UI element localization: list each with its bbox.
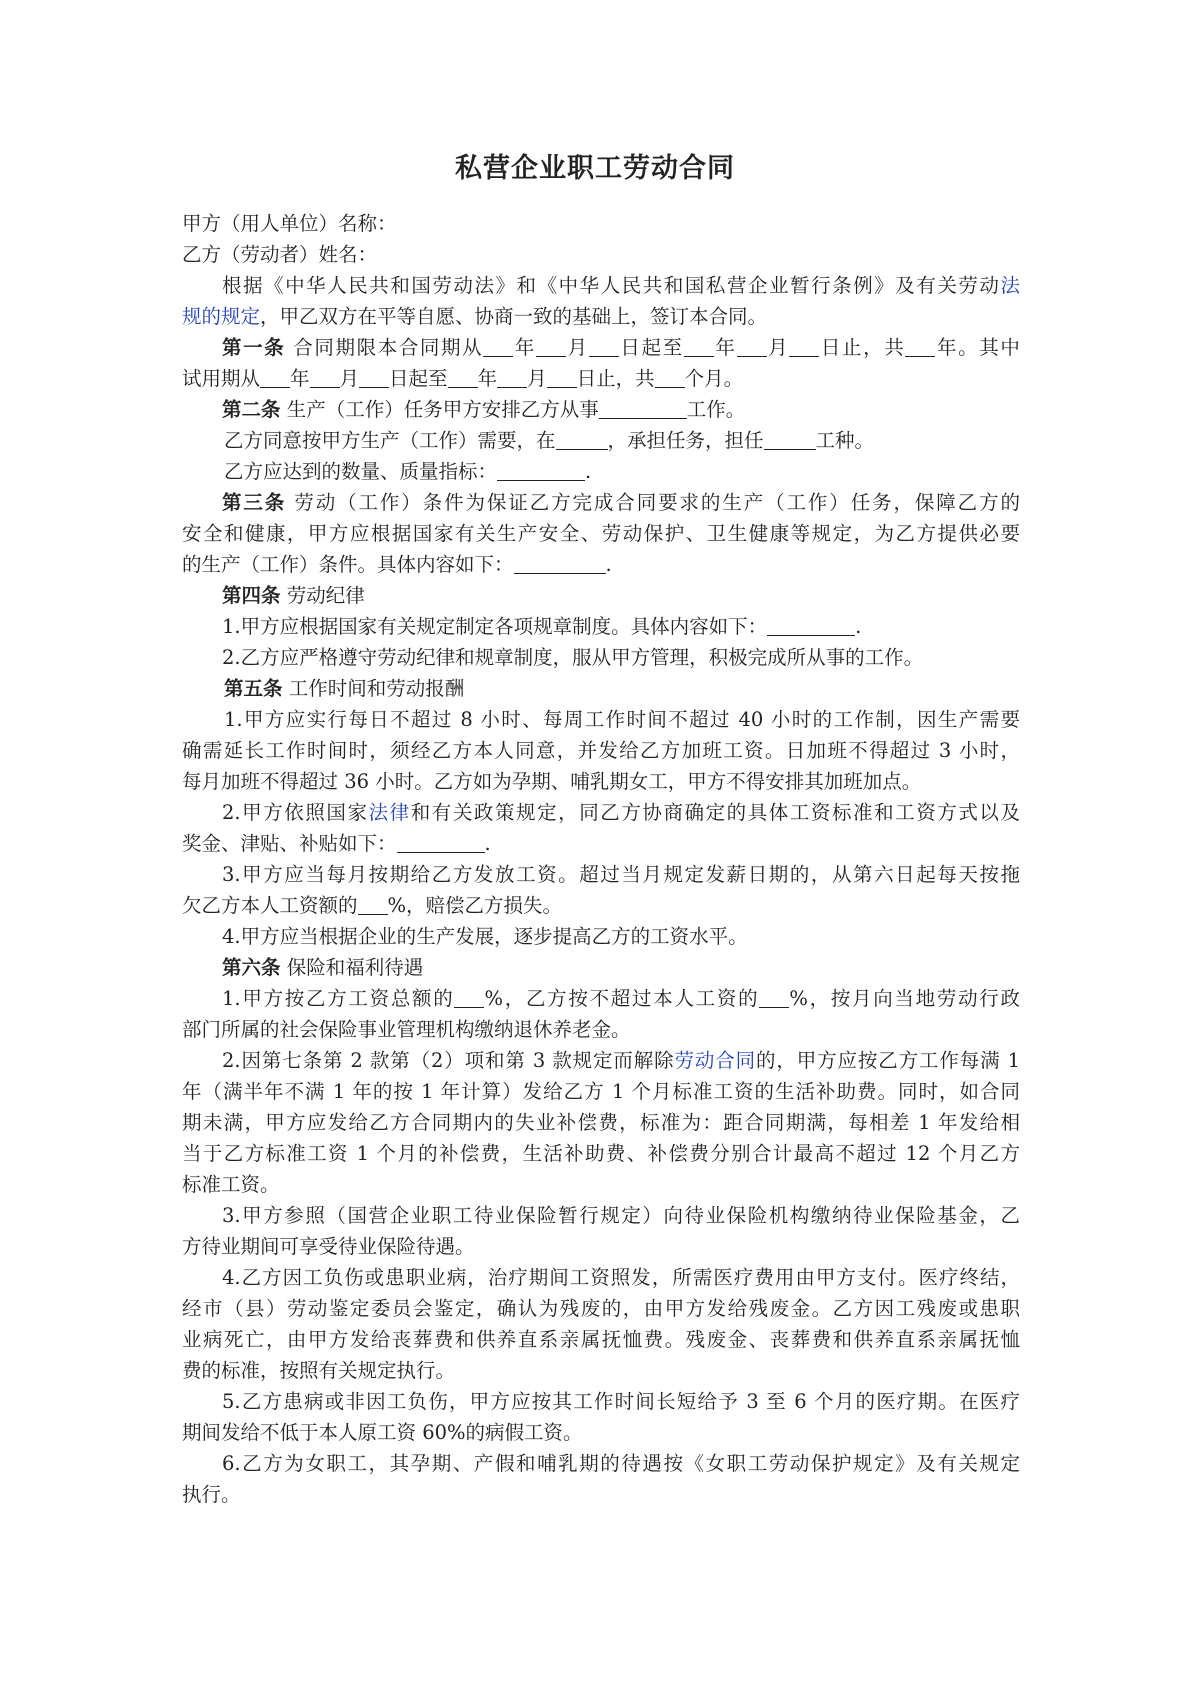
blank-field[interactable] (358, 892, 388, 915)
article-5-item-3-line-2: 欠乙方本人工资额的 %，赔偿乙方损失。 (182, 894, 563, 917)
article-4-heading: 第四条 劳动纪律 (222, 584, 365, 607)
intro-line-2: 规的规定，甲乙双方在平等自愿、协商一致的基础上，签订本合同。 (182, 305, 768, 328)
blank-field[interactable] (514, 551, 606, 574)
article-5-heading: 第五条 工作时间和劳动报酬 (224, 677, 465, 700)
article-6-item-3-line-1: 3.甲方参照（国营企业职工待业保险暂行规定）向待业保险机构缴纳待业保险基金，乙 (222, 1204, 1020, 1227)
article-6-item-2-line-1: 2.因第七条第 2 款第（2）项和第 3 款规定而解除劳动合同的，甲方应按乙方工作每满 1 (222, 1049, 1020, 1072)
article-6-label: 第六条 (222, 956, 281, 979)
party-b-line: 乙方（劳动者）姓名： (182, 243, 378, 266)
blank-field[interactable] (556, 427, 608, 450)
blank-field[interactable] (497, 365, 527, 388)
article-6-item-2-line-3: 期未满，甲方应发给乙方合同期内的失业补偿费，标准为：距合同期满，每相差 1 年发给相 (182, 1111, 1020, 1134)
article-4-item-1: 1.甲方应根据国家有关规定制定各项规章制度。具体内容如下： . (222, 615, 862, 638)
intro-line-1: 根据《中华人民共和国劳动法》和《中华人民共和国私营企业暂行条例》及有关劳动法 (222, 274, 1020, 297)
article-6-item-6-line-2: 执行。 (182, 1483, 241, 1506)
article-5-item-1-line-2: 确需延长工作时间时，须经乙方本人同意，并发给乙方加班工资。日加班不得超过 3 小时， (182, 739, 1020, 762)
blank-field[interactable] (359, 365, 389, 388)
article-5-item-2-line-2: 奖金、津贴、补贴如下： . (182, 832, 491, 855)
blank-field[interactable] (789, 334, 819, 357)
contract-body (182, 208, 1020, 1510)
blank-field[interactable] (448, 365, 478, 388)
article-6-item-2-line-2: 年（满半年不满 1 年的按 1 年计算）发给乙方 1 个月标准工资的生活补助费。同时，如合同 (182, 1080, 1020, 1103)
article-6-item-4-line-4: 费的标准，按照有关规定执行。 (182, 1359, 456, 1382)
page-title: 私营企业职工劳动合同 (455, 153, 735, 184)
article-5-item-1-line-1: 1.甲方应实行每日不超过 8 小时、每周工作时间不超过 40 小时的工作制，因生产需要 (224, 708, 1020, 731)
article-3-line-2: 安全和健康，甲方应根据国家有关生产安全、劳动保护、卫生健康等规定，为乙方提供必要 (182, 522, 1020, 545)
article-6-item-1-line-1: 1.甲方按乙方工资总额的 %，乙方按不超过本人工资的 %，按月向当地劳动行政 (222, 987, 1021, 1010)
article-6-item-3-line-2: 方待业期间可享受待业保险待遇。 (182, 1235, 475, 1258)
article-6-item-6-line-1: 6.乙方为女职工，其孕期、产假和哺乳期的待遇按《女职工劳动保护规定》及有关规定 (222, 1452, 1020, 1475)
article-2-line-2: 乙方同意按甲方生产（工作）需要，在 ，承担任务，担任 工种。 (224, 429, 875, 452)
article-2-line-1: 第二条 生产（工作）任务甲方安排乙方从事 工作。 (222, 398, 746, 421)
article-6-heading: 第六条 保险和福利待遇 (222, 956, 424, 979)
article-6-item-5-line-2: 期间发给不低于本人原工资 60%的病假工资。 (182, 1421, 583, 1444)
blank-field[interactable] (454, 985, 484, 1008)
blank-field[interactable] (497, 458, 585, 481)
article-5-item-2-line-1: 2.甲方依照国家法律和有关政策规定，同乙方协商确定的具体工资标准和工资方式以及 (222, 801, 1020, 824)
blank-field[interactable] (759, 985, 789, 1008)
article-5-item-3-line-1: 3.甲方应当每月按期给乙方发放工资。超过当月规定发薪日期的，从第六日起每天按拖 (222, 863, 1020, 886)
blank-field[interactable] (483, 334, 513, 357)
article-2-label: 第二条 (222, 398, 281, 421)
article-4-item-2: 2.乙方应严格遵守劳动纪律和规章制度，服从甲方管理，积极完成所从事的工作。 (222, 646, 924, 669)
article-6-item-5-line-1: 5.乙方患病或非因工负伤，甲方应按其工作时间长短给予 3 至 6 个月的医疗期。在医疗 (222, 1390, 1020, 1413)
blank-field[interactable] (767, 613, 855, 636)
blank-field[interactable] (737, 334, 767, 357)
blank-field[interactable] (260, 365, 290, 388)
article-3-label: 第三条 (222, 491, 287, 514)
blank-field[interactable] (547, 365, 577, 388)
article-6-item-4-line-1: 4.乙方因工负伤或患职业病，治疗期间工资照发，所需医疗费用由甲方支付。医疗终结， (222, 1266, 1020, 1289)
blank-field[interactable] (655, 365, 685, 388)
labor-contract-link[interactable]: 劳动合同 (674, 1049, 757, 1072)
article-5-item-1-line-3: 每月加班不得超过 36 小时。乙方如为孕期、哺乳期女工，甲方不得安排其加班加点。 (182, 770, 922, 793)
party-a-line: 甲方（用人单位）名称： (182, 212, 397, 235)
blank-field[interactable] (684, 334, 714, 357)
law-regulation-link-cont[interactable]: 规的规定 (182, 305, 261, 328)
article-1-line-1: 第一条 合同期限本合同期从 年 月 日起至 年 月 日止，共 年。其中 (222, 336, 1020, 359)
article-6-item-2-line-5: 标准工资。 (182, 1173, 280, 1196)
blank-field[interactable] (589, 334, 619, 357)
blank-field[interactable] (536, 334, 566, 357)
article-1-line-2: 试用期从 年 月 日起至 年 月 日止，共 个月。 (182, 367, 744, 390)
blank-field[interactable] (599, 396, 687, 419)
article-5-item-4: 4.甲方应当根据企业的生产发展，逐步提高乙方的工资水平。 (222, 925, 748, 948)
blank-field[interactable] (310, 365, 340, 388)
blank-field[interactable] (764, 427, 816, 450)
article-6-item-4-line-3: 业病死亡，由甲方发给丧葬费和供养直系亲属抚恤费。残废金、丧葬费和供养直系亲属抚恤 (182, 1328, 1020, 1351)
article-6-item-4-line-2: 经市（县）劳动鉴定委员会鉴定，确认为残废的，由甲方发给残废金。乙方因工残废或患职 (182, 1297, 1020, 1320)
article-6-item-2-line-4: 当于乙方标准工资 1 个月的补偿费，生活补助费、补偿费分别合计最高不超过 12 个月乙方 (182, 1142, 1020, 1165)
law-regulation-link[interactable]: 法 (1000, 274, 1020, 297)
article-5-label: 第五条 (224, 677, 283, 700)
blank-field[interactable] (397, 830, 485, 853)
article-4-label: 第四条 (222, 584, 281, 607)
article-6-item-1-line-2: 部门所属的社会保险事业管理机构缴纳退休养老金。 (182, 1018, 631, 1041)
article-1-label: 第一条 (222, 336, 286, 359)
law-link[interactable]: 法律 (368, 801, 411, 824)
article-3-line-1: 第三条 劳动（工作）条件为保证乙方完成合同要求的生产（工作）任务，保障乙方的 (222, 491, 1020, 514)
article-2-line-3: 乙方应达到的数量、质量指标： . (224, 460, 592, 483)
blank-field[interactable] (905, 334, 935, 357)
article-3-line-3: 的生产（工作）条件。具体内容如下： . (182, 553, 612, 576)
